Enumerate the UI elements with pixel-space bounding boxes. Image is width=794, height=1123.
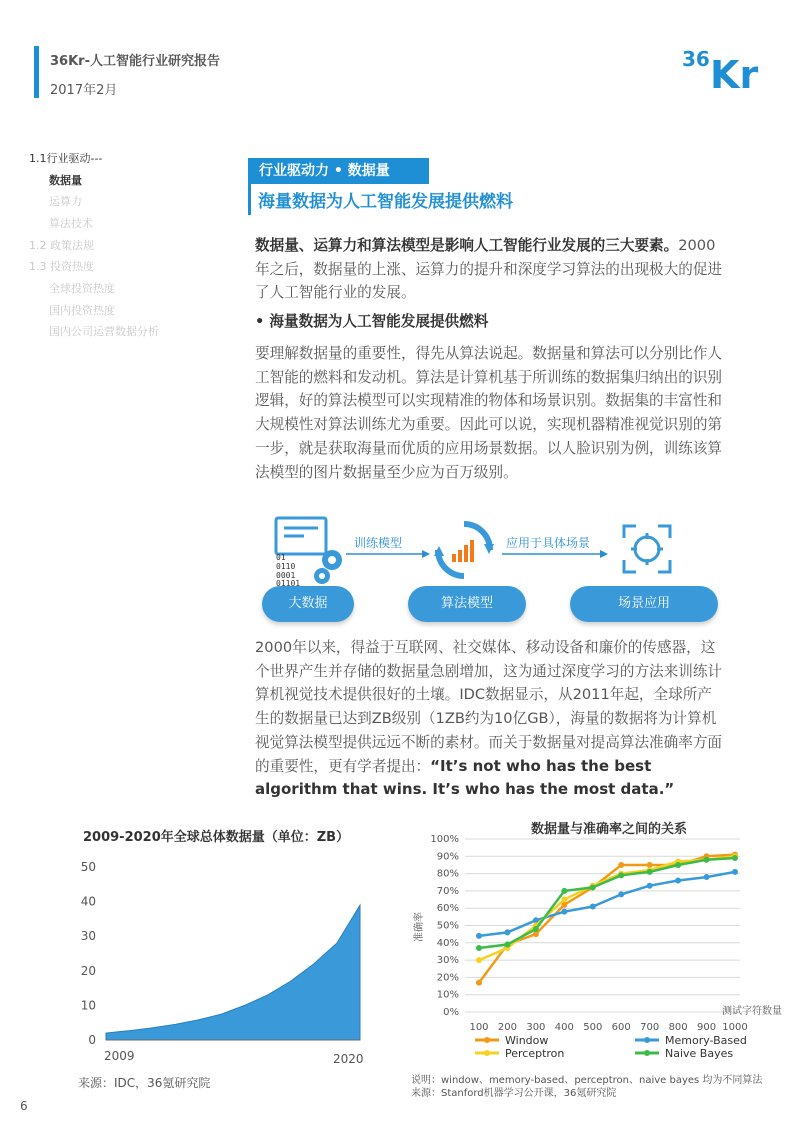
data-point	[618, 872, 624, 878]
arrow-right-icon	[346, 549, 430, 559]
x-tick-label: 1000	[722, 1022, 748, 1033]
page-number: 6	[20, 1099, 28, 1113]
x-tick-label: 100	[469, 1022, 489, 1033]
section-headline: 海量数据为人工智能发展提供燃料	[258, 192, 513, 212]
legend-label: Window	[505, 1034, 549, 1047]
right-chart-title: 数据量与准确率之间的关系	[531, 822, 688, 837]
area-fill	[106, 905, 360, 1040]
x-tick-label: 800	[668, 1022, 688, 1033]
toc-item[interactable]: 国内投资热度	[49, 304, 115, 317]
x-axis-label: 测试字符数量	[722, 1006, 782, 1017]
legend-marker	[484, 1037, 490, 1043]
toc-item[interactable]: 全球投资热度	[49, 282, 115, 295]
data-point	[561, 897, 567, 903]
data-point	[704, 874, 710, 880]
x-label-start: 2009	[104, 1049, 135, 1063]
bullet-heading: • 海量数据为人工智能发展提供燃料	[255, 313, 489, 330]
process-diagram	[262, 510, 722, 630]
data-point	[504, 929, 510, 935]
binary-line: 0110	[276, 562, 296, 571]
scene-target-icon	[622, 524, 672, 574]
x-tick-label: 400	[554, 1022, 574, 1033]
y-tick-label: 30%	[436, 955, 459, 967]
x-tick-label: 500	[583, 1022, 603, 1033]
report-date: 2017年2月	[50, 83, 118, 98]
y-tick-label: 10	[80, 998, 96, 1013]
data-point	[476, 957, 482, 963]
arrow-label-train: 训练模型	[354, 536, 403, 550]
data-point	[533, 931, 539, 937]
node-algorithm: 算法模型	[408, 586, 526, 622]
x-tick-label: 200	[497, 1022, 517, 1033]
legend-label: Naive Bayes	[665, 1047, 734, 1060]
data-point	[476, 980, 482, 986]
legend-marker	[484, 1050, 490, 1056]
left-area-chart	[60, 850, 380, 1075]
data-point	[618, 862, 624, 868]
y-tick-label: 20	[80, 963, 96, 978]
y-tick-label: 90%	[436, 851, 459, 863]
y-tick-label: 0	[88, 1033, 96, 1047]
x-tick-label: 600	[611, 1022, 631, 1033]
data-point	[561, 888, 567, 894]
node-big-data: 大数据	[262, 586, 354, 622]
data-point	[732, 855, 738, 861]
arrow-label-apply: 应用于具体场景	[506, 536, 591, 550]
data-point	[476, 933, 482, 939]
y-tick-label: 20%	[436, 972, 459, 984]
algorithm-icon	[432, 518, 496, 582]
svg-text:Kr: Kr	[710, 53, 759, 92]
data-point	[732, 869, 738, 875]
y-tick-label: 40%	[436, 937, 459, 949]
para3-text: 2000年以来，得益于互联网、社交媒体、移动设备和廉价的传感器，这个世界产生并存储的数据量急剧增加，这为通过深度学习的方法来训练计算机视觉技术提供很好的土壤。IDC数据显示，从2011年起，全球所产生的数据量已达到ZB级别（1ZB约为10亿GB），海量的数据将为计算机视觉算法模型提供远远不断的素材。而关于数据量对提高算法准确率方面的重要性，更有学者提出：	[255, 639, 723, 775]
toc-item[interactable]: 1.1行业驱动---	[29, 152, 103, 165]
data-point	[590, 903, 596, 909]
x-tick-label: 300	[526, 1022, 546, 1033]
y-tick-label: 70%	[436, 885, 459, 897]
left-chart-source: 来源：IDC，36氪研究院	[78, 1076, 211, 1090]
data-point	[476, 945, 482, 951]
x-tick-label: 900	[697, 1022, 717, 1033]
x-label-end: 2020	[333, 1052, 364, 1066]
legend-label: Memory-Based	[665, 1034, 747, 1047]
data-point	[675, 862, 681, 868]
report-title: 36Kr-人工智能行业研究报告	[50, 54, 220, 69]
y-tick-label: 0%	[443, 1007, 459, 1018]
header-accent-bar	[34, 46, 39, 98]
legend-marker	[644, 1037, 650, 1043]
y-tick-label: 80%	[436, 868, 459, 880]
legend-marker	[644, 1050, 650, 1056]
svg-text:36: 36	[682, 47, 710, 71]
intro-rest: 2000年之后，数据量的上涨、运算力的提升和深度学习算法的出现极大的促进了人工智能行业的发展。	[255, 237, 723, 302]
big-data-icon	[274, 516, 352, 586]
toc-item[interactable]: 国内公司运营数据分析	[49, 325, 159, 338]
y-tick-label: 50	[80, 860, 96, 874]
right-chart-note: 说明：window、memory-based、perceptron、naive bayes 均为不同算法	[411, 1075, 763, 1086]
series-line-naive-bayes	[479, 858, 735, 948]
binary-line: 01101	[276, 579, 301, 586]
x-tick-label: 700	[640, 1022, 660, 1033]
data-point	[533, 926, 539, 932]
y-axis-label: 准确率	[414, 912, 425, 942]
y-tick-label: 10%	[436, 989, 459, 1001]
data-point	[704, 857, 710, 863]
left-chart-title: 2009-2020年全球总体数据量（单位：ZB）	[83, 830, 350, 845]
quote-text: “It’s not who has the best algorithm that wins. It’s who has the most data.”	[255, 756, 675, 799]
toc-item[interactable]: 算法技术	[49, 217, 93, 230]
data-point	[504, 942, 510, 948]
binary-line: 0001	[276, 571, 296, 580]
data-point	[618, 891, 624, 897]
toc-item[interactable]: 1.2 政策法规	[29, 239, 94, 252]
intro-paragraph	[255, 234, 725, 305]
body-paragraph-2	[255, 636, 725, 802]
y-tick-label: 40	[80, 894, 96, 909]
y-tick-label: 60%	[436, 903, 459, 915]
toc-item[interactable]: 数据量	[49, 174, 82, 187]
node-scene-application: 场景应用	[570, 586, 718, 622]
data-point	[590, 884, 596, 890]
y-tick-label: 50%	[436, 920, 459, 932]
binary-line: 01	[276, 553, 286, 562]
arrow-right-icon	[502, 549, 608, 559]
data-point	[675, 878, 681, 884]
data-point	[647, 862, 653, 868]
data-point	[647, 869, 653, 875]
right-chart-source: 来源：Stanford机器学习公开课，36氪研究院	[411, 1088, 617, 1099]
data-point	[561, 909, 567, 915]
legend-label: Perceptron	[505, 1047, 565, 1060]
toc-item[interactable]: 运算力	[49, 195, 82, 208]
toc-item[interactable]: 1.3 投资热度	[29, 260, 94, 273]
intro-bold: 数据量、运算力和算法模型是影响人工智能行业发展的三大要素。	[255, 237, 679, 254]
data-point	[647, 883, 653, 889]
logo-36kr	[682, 44, 762, 92]
y-tick-label: 100%	[430, 834, 459, 845]
section-tag: 行业驱动力 • 数据量	[251, 158, 429, 184]
y-tick-label: 30	[80, 929, 96, 944]
right-line-chart	[405, 834, 790, 1064]
body-paragraph: 要理解数据量的重要性，得先从算法说起。数据量和算法可以分别比作人工智能的燃料和发动机。算法是计算机基于所训练的数据集归纳出的识别逻辑，好的算法模型可以实现精准的物体和场景识别。数据集的丰富性和大规模性对算法训练尤为重要。因此可以说，实现机器精准视觉识别的第一步，就是获取海量而优质的应用场景数据。以人脸识别为例，训练该算法模型的图片数据量至少应为百万级别。	[255, 345, 723, 481]
